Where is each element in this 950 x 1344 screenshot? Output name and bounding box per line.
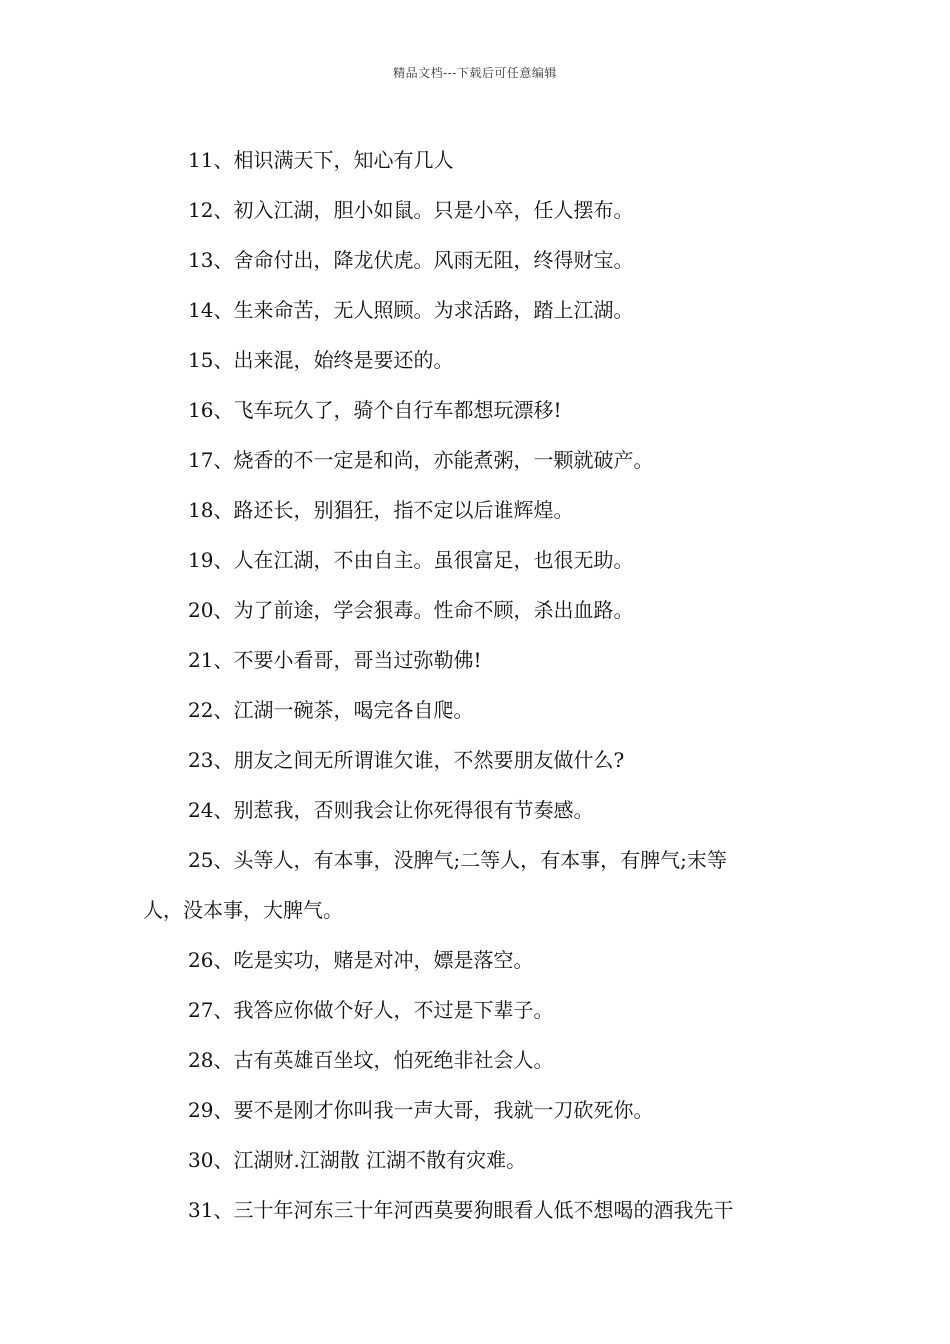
list-item: 19、人在江湖，不由自主。虽很富足，也很无助。 [188,548,634,572]
list-item: 30、江湖财.江湖散 江湖不散有灾难。 [188,1148,527,1172]
list-item: 11、相识满天下，知心有几人 [188,148,454,172]
list-item-continuation: 人，没本事，大脾气。 [143,898,343,922]
list-item: 17、烧香的不一定是和尚，亦能煮粥，一颗就破产。 [188,448,654,472]
list-item: 25、头等人，有本事，没脾气;二等人，有本事，有脾气;末等 [188,848,727,872]
list-item: 22、江湖一碗茶，喝完各自爬。 [188,698,474,722]
list-item: 23、朋友之间无所谓谁欠谁，不然要朋友做什么? [188,748,625,772]
list-item: 15、出来混，始终是要还的。 [188,348,454,372]
document-body [143,135,813,1235]
list-item: 31、三十年河东三十年河西莫要狗眼看人低不想喝的酒我先干 [188,1198,734,1222]
list-item: 12、初入江湖，胆小如鼠。只是小卒，任人摆布。 [188,198,634,222]
list-item: 28、古有英雄百坐坟，怕死绝非社会人。 [188,1048,554,1072]
list-item: 26、吃是实功，赌是对冲，嫖是落空。 [188,948,534,972]
list-item: 16、飞车玩久了，骑个自行车都想玩漂移! [188,398,562,422]
list-item: 21、不要小看哥，哥当过弥勒佛! [188,648,482,672]
list-item: 14、生来命苦，无人照顾。为求活路，踏上江湖。 [188,298,634,322]
list-item: 20、为了前途，学会狠毒。性命不顾，杀出血路。 [188,598,634,622]
list-item: 29、要不是刚才你叫我一声大哥，我就一刀砍死你。 [188,1098,654,1122]
list-item: 27、我答应你做个好人，不过是下辈子。 [188,998,554,1022]
list-item: 13、舍命付出，降龙伏虎。风雨无阻，终得财宝。 [188,248,634,272]
list-item: 24、别惹我，否则我会让你死得很有节奏感。 [188,798,594,822]
list-item: 18、路还长，别猖狂，指不定以后谁辉煌。 [188,498,574,522]
page-header: 精品文档---下载后可任意编辑 [393,66,557,80]
